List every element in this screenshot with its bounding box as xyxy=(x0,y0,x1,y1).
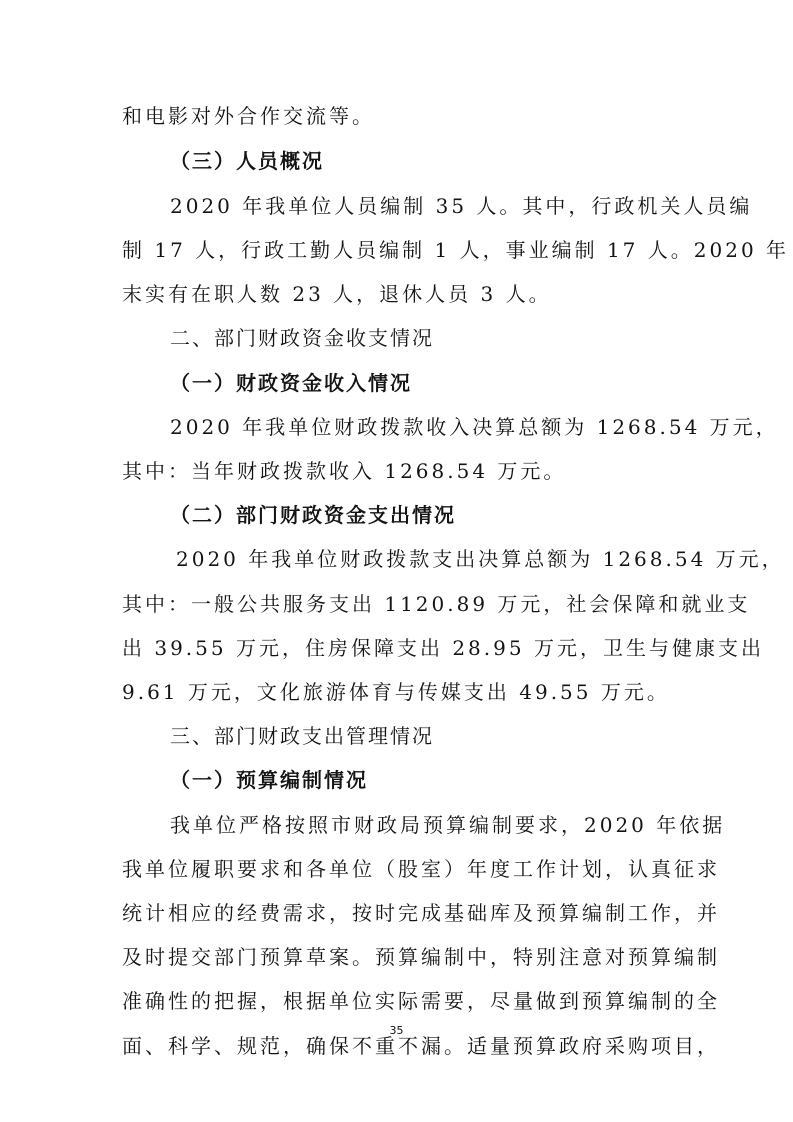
paragraph-line: 我单位严格按照市财政局预算编制要求，2020 年依据 xyxy=(170,813,726,837)
paragraph-line: 和电影对外合作交流等。 xyxy=(122,104,375,128)
paragraph-line: 其中：当年财政拨款收入 1268.54 万元。 xyxy=(122,459,567,483)
paragraph-line: 及时提交部门预算草案。预算编制中，特别注意对预算编制 xyxy=(122,945,720,969)
paragraph-line: 制 17 人，行政工勤人员编制 1 人，事业编制 17 人。2020 年 xyxy=(122,238,790,262)
paragraph-line: 准确性的把握，根据单位实际需要，尽量做到预算编制的全 xyxy=(122,989,720,1013)
paragraph-line: 出 39.55 万元，住房保障支出 28.95 万元，卫生与健康支出 xyxy=(122,636,764,660)
section-heading-expenditure-management: 三、部门财政支出管理情况 xyxy=(170,724,434,748)
paragraph-line: 2020 年我单位财政拨款支出决算总额为 1268.54 万元， xyxy=(176,547,785,571)
paragraph-line: 面、科学、规范，确保不重不漏。适量预算政府采购项目， xyxy=(122,1034,720,1058)
subsection-heading-fund-income: （一）财政资金收入情况 xyxy=(170,371,412,395)
subsection-heading-staff-overview: （三）人员概况 xyxy=(170,149,324,173)
paragraph-line: 其中：一般公共服务支出 1120.89 万元，社会保障和就业支 xyxy=(122,592,751,616)
paragraph-line: 2020 年我单位人员编制 35 人。其中，行政机关人员编 xyxy=(170,194,753,218)
subsection-heading-fund-expenditure: （二）部门财政资金支出情况 xyxy=(170,503,456,527)
page-number: 35 xyxy=(389,1024,404,1037)
section-heading-fund-income-expenditure: 二、部门财政资金收支情况 xyxy=(170,326,434,350)
paragraph-line: 末实有在职人数 23 人，退休人员 3 人。 xyxy=(122,282,552,306)
paragraph-line: 2020 年我单位财政拨款收入决算总额为 1268.54 万元， xyxy=(170,415,779,439)
paragraph-line: 统计相应的经费需求，按时完成基础库及预算编制工作，并 xyxy=(122,901,720,925)
paragraph-line: 9.61 万元，文化旅游体育与传媒支出 49.55 万元。 xyxy=(122,680,670,704)
paragraph-line: 我单位履职要求和各单位（股室）年度工作计划，认真征求 xyxy=(122,857,720,881)
subsection-heading-budget-preparation: （一）预算编制情况 xyxy=(170,768,368,792)
